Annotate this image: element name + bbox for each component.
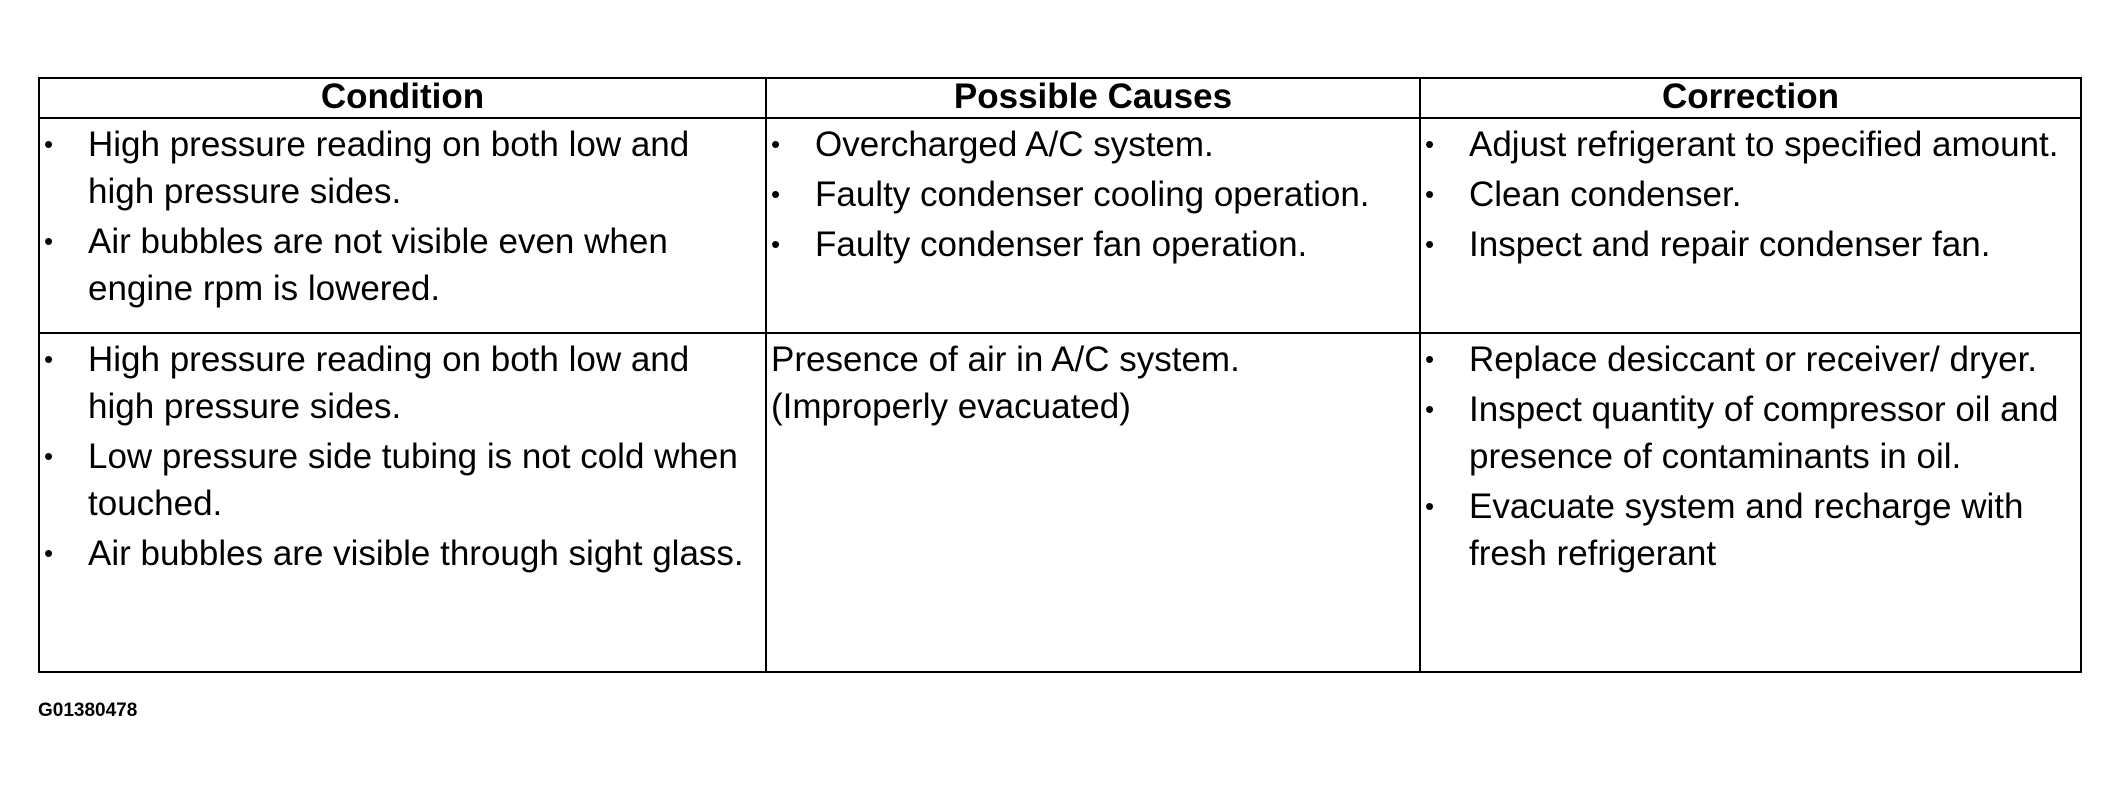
condition-list xyxy=(40,121,759,312)
list-item: • Inspect quantity of compressor oil and presence of contaminants in oil. xyxy=(1421,386,2074,480)
list-item: • High pressure reading on both low and high pressure sides. xyxy=(40,336,759,430)
diagnosis-table xyxy=(38,77,2082,673)
table-row xyxy=(39,333,2081,672)
list-item: • Clean condenser. xyxy=(1421,171,2074,218)
causes-text: Presence of air in A/C system. (Improperly evacuated) xyxy=(771,340,1240,426)
list-item: • Faulty condenser fan operation. xyxy=(767,221,1413,268)
header-row xyxy=(39,78,2081,118)
list-item: • Adjust refrigerant to specified amount. xyxy=(1421,121,2074,168)
causes-cell xyxy=(766,333,1420,672)
list-item: • Faulty condenser cooling operation. xyxy=(767,171,1413,218)
causes-cell xyxy=(766,118,1420,333)
correction-list xyxy=(1421,121,2074,268)
condition-cell xyxy=(39,118,766,333)
figure-code: G01380478 xyxy=(38,700,138,721)
header-condition: Condition xyxy=(39,78,766,118)
header-possible-causes: Possible Causes xyxy=(766,78,1420,118)
correction-cell xyxy=(1420,333,2081,672)
list-item: • Low pressure side tubing is not cold when touched. xyxy=(40,433,759,527)
condition-list xyxy=(40,336,759,577)
correction-cell xyxy=(1420,118,2081,333)
list-item: • Air bubbles are visible through sight glass. xyxy=(40,530,759,577)
list-item: • Overcharged A/C system. xyxy=(767,121,1413,168)
correction-list xyxy=(1421,336,2074,577)
list-item: • High pressure reading on both low and high pressure sides. xyxy=(40,121,759,215)
condition-cell xyxy=(39,333,766,672)
list-item: • Evacuate system and recharge with fresh refrigerant xyxy=(1421,483,2074,577)
list-item: • Replace desiccant or receiver/ dryer. xyxy=(1421,336,2074,383)
causes-list xyxy=(767,121,1413,268)
list-item: • Air bubbles are not visible even when engine rpm is lowered. xyxy=(40,218,759,312)
header-correction: Correction xyxy=(1420,78,2081,118)
table-row xyxy=(39,118,2081,333)
list-item: • Inspect and repair condenser fan. xyxy=(1421,221,2074,268)
